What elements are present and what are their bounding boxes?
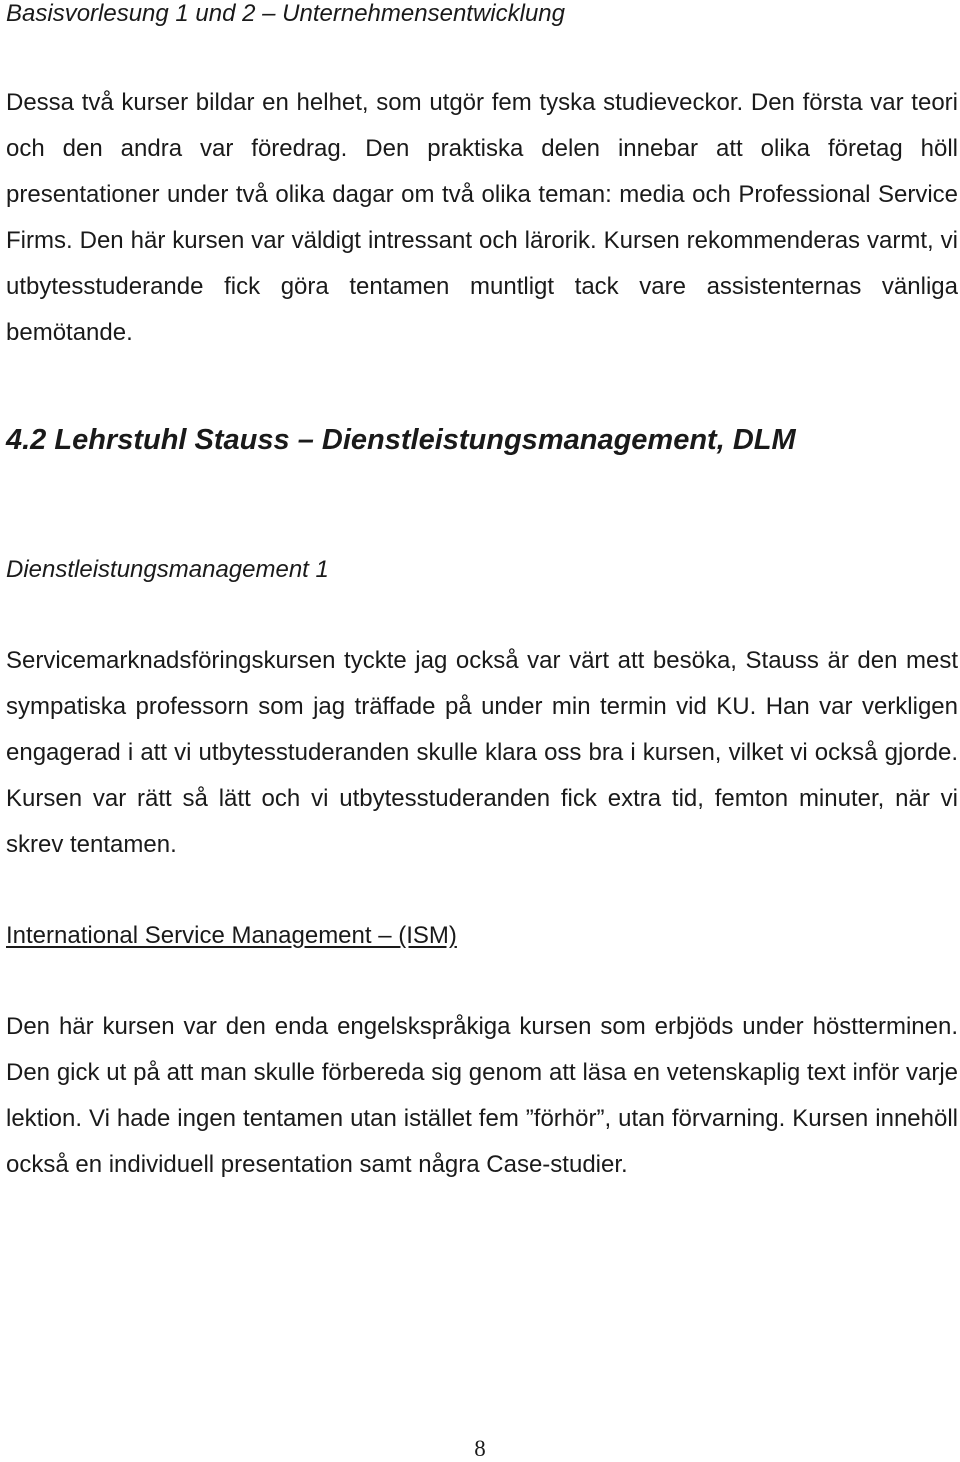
page-number: 8 <box>474 1436 486 1461</box>
course-title-ism: International Service Management – (ISM) <box>6 922 457 949</box>
paragraph-dienstleistungsmanagement: Servicemarknadsföringskursen tyckte jag också var värt att besöka, Stauss är den mest sympatiska professorn som jag träffade på under min termin vid KU. Han var verkligen engagerad i att vi utbytesstuderanden skulle klara oss bra i kursen, vilket vi också gjorde. Kursen var rätt så lätt och vi utbytesstuderanden fick extra tid, femton minuter, när vi skrev tentamen. <box>6 647 958 858</box>
paragraph-ism: Den här kursen var den enda engelskspråkiga kursen som erbjöds under höstterminen. Den gick ut på att man skulle förbereda sig genom att läsa en vetenskaplig text inför varje lektion. Vi hade ingen tentamen utan istället fem ”förhör”, utan förvarning. Kursen innehöll också en individuell presentation samt några Case-studier. <box>6 1013 958 1178</box>
course-title-basisvorlesung: Basisvorlesung 1 und 2 – Unternehmensentwicklung <box>6 0 565 27</box>
section-heading-lehrstuhl-stauss: 4.2 Lehrstuhl Stauss – Dienstleistungsmanagement, DLM <box>6 424 796 456</box>
course-title-dienstleistungsmanagement: Dienstleistungsmanagement 1 <box>6 556 329 583</box>
paragraph-basisvorlesung: Dessa två kurser bildar en helhet, som utgör fem tyska studieveckor. Den första var teori och den andra var föredrag. Den praktiska delen innebar att olika företag höll presentationer under två olika dagar om två olika teman: media och Professional Service Firms. Den här kursen var väldigt intressant och lärorik. Kursen rekommenderas varmt, vi utbytesstuderande fick göra tentamen muntligt tack vare assistenternas vänliga bemötande. <box>6 89 958 346</box>
